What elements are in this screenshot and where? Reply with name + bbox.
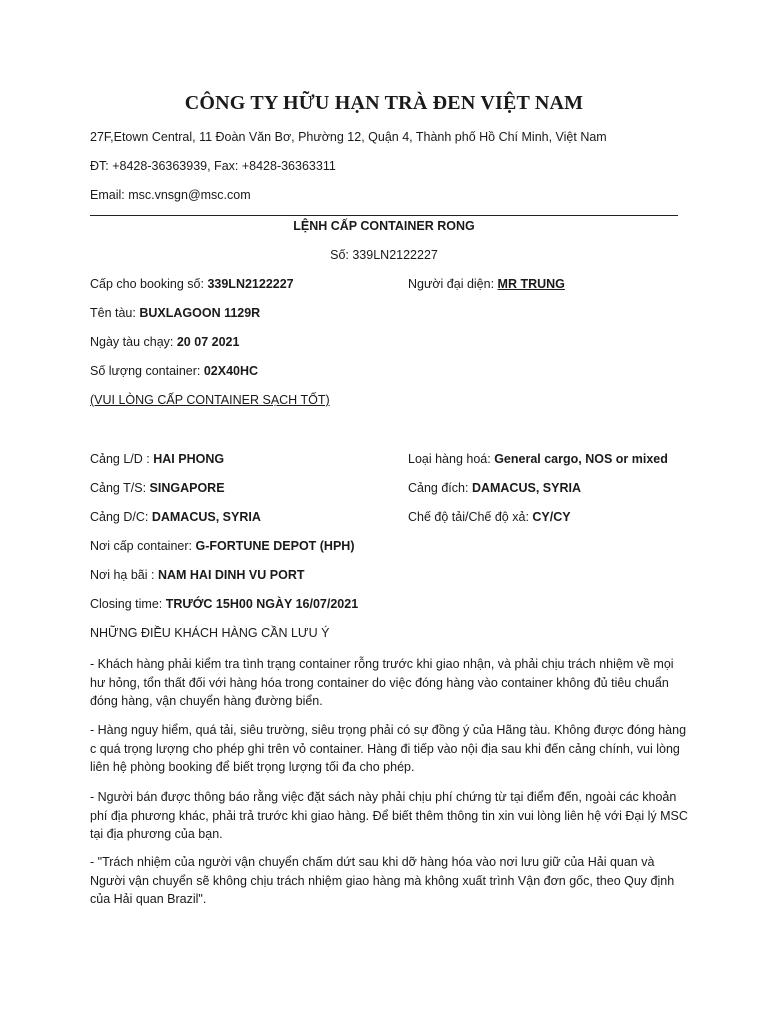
cargo-type-field bbox=[408, 452, 668, 466]
company-name: CÔNG TY HỮU HẠN TRÀ ĐEN VIỆT NAM bbox=[184, 92, 584, 114]
port-ld-value: HAI PHONG bbox=[153, 452, 225, 466]
company-phone-fax: ĐT: +8428-36363939, Fax: +8428-36363311 bbox=[90, 159, 336, 173]
port-ts-label: Cảng T/S: bbox=[90, 481, 150, 495]
pickup-depot-field bbox=[90, 539, 355, 553]
container-qty-value: 02X40HC bbox=[203, 364, 259, 378]
port-ts-field bbox=[90, 481, 225, 495]
company-email: Email: msc.vnsgn@msc.com bbox=[90, 188, 251, 202]
port-dc-label: Cảng D/C: bbox=[90, 510, 152, 524]
clean-container-note: (VUI LÒNG CẤP CONTAINER SẠCH TỐT) bbox=[90, 393, 330, 407]
destination-value: DAMACUS, SYRIA bbox=[471, 481, 581, 495]
note-item: - "Trách nhiệm của người vận chuyển chấm dứt sau khi dỡ hàng hóa vào nơi lưu giữ của Hải quan và Người vận chuyển sẽ không chịu trách nhiệm giao hàng mà không xuất trình Vận đơn gốc, theo Quy định của Hải quan Brazil". bbox=[90, 855, 675, 906]
return-yard-label: Nơi hạ bãi : bbox=[90, 568, 158, 582]
service-mode-label: Chế độ tải/Chế độ xả: bbox=[408, 510, 533, 524]
port-dc-value: DAMACUS, SYRIA bbox=[151, 510, 261, 524]
representative-label: Người đại diện: bbox=[408, 277, 498, 291]
order-heading: LỆNH CẤP CONTAINER RONG bbox=[293, 219, 475, 233]
container-qty-label: Số lượng container: bbox=[90, 364, 204, 378]
booking-field bbox=[90, 277, 294, 291]
vessel-label: Tên tàu: bbox=[90, 306, 140, 320]
pickup-depot-value: G-FORTUNE DEPOT (HPH) bbox=[195, 539, 355, 553]
note-item: - Người bán được thông báo rằng việc đặt sách này phải chịu phí chứng từ tại điểm đến, ngoài các khoản phí địa phương khác, phải trả trước khi giao hàng. Để biết thêm thông tin xin vui lòng liên hệ với Đại lý MSC tại địa phương của bạn. bbox=[90, 790, 688, 841]
booking-value: 339LN2122227 bbox=[207, 277, 294, 291]
note-item: - Hàng nguy hiểm, quá tải, siêu trường, siêu trọng phải có sự đồng ý của Hãng tàu. Không được đóng hàng c quá trọng lượng cho phép ghi trên vỏ container. Hàng đi tiếp vào nội địa sau khi đến cảng chính, vui lòng liên hệ phòng booking để biết trọng lượng tối đa cho phép. bbox=[90, 723, 687, 774]
booking-label: Cấp cho booking số: bbox=[90, 277, 208, 291]
company-address: 27F,Etown Central, 11 Đoàn Văn Bơ, Phường 12, Quận 4, Thành phố Hồ Chí Minh, Việt Nam bbox=[90, 130, 607, 144]
closing-time-label: Closing time: bbox=[90, 597, 166, 611]
sailing-date-value: 20 07 2021 bbox=[176, 335, 240, 349]
port-ld-label: Cảng L/D : bbox=[90, 452, 154, 466]
cargo-type-label: Loại hàng hoá: bbox=[408, 452, 495, 466]
cargo-type-value: General cargo, NOS or mixed bbox=[494, 452, 668, 466]
sailing-date-label: Ngày tàu chạy: bbox=[90, 335, 177, 349]
vessel-field bbox=[90, 306, 260, 320]
header-divider bbox=[90, 215, 678, 216]
container-qty-field bbox=[90, 364, 258, 378]
vessel-value: BUXLAGOON 1129R bbox=[139, 306, 261, 320]
note-item: - Khách hàng phải kiểm tra tình trạng container rỗng trước khi giao nhận, và phải chịu trách nhiệm về mọi hư hỏng, tổn thất đối với hàng hóa trong container do việc đóng hàng vào container không đủ tiêu chuẩn đóng hàng, vận chuyển hàng đường biển. bbox=[90, 657, 674, 708]
sailing-date-field bbox=[90, 335, 239, 349]
service-mode-value: CY/CY bbox=[532, 510, 571, 524]
return-yard-field bbox=[90, 568, 304, 582]
return-yard-value: NAM HAI DINH VU PORT bbox=[157, 568, 305, 582]
closing-time-field bbox=[90, 597, 358, 611]
representative-value: MR TRUNG bbox=[497, 277, 565, 291]
port-dc-field bbox=[90, 510, 261, 524]
destination-label: Cảng đích: bbox=[408, 481, 472, 495]
closing-time-value: TRƯỚC 15H00 NGÀY 16/07/2021 bbox=[165, 597, 359, 611]
destination-field bbox=[408, 481, 581, 495]
representative-field bbox=[408, 277, 565, 291]
port-ld-field bbox=[90, 452, 224, 466]
port-ts-value: SINGAPORE bbox=[149, 481, 225, 495]
pickup-depot-label: Nơi cấp container: bbox=[90, 539, 196, 553]
notes-heading: NHỮNG ĐIỀU KHÁCH HÀNG CẦN LƯU Ý bbox=[90, 626, 330, 640]
order-number: Số: 339LN2122227 bbox=[330, 248, 438, 262]
service-mode-field bbox=[408, 510, 571, 524]
